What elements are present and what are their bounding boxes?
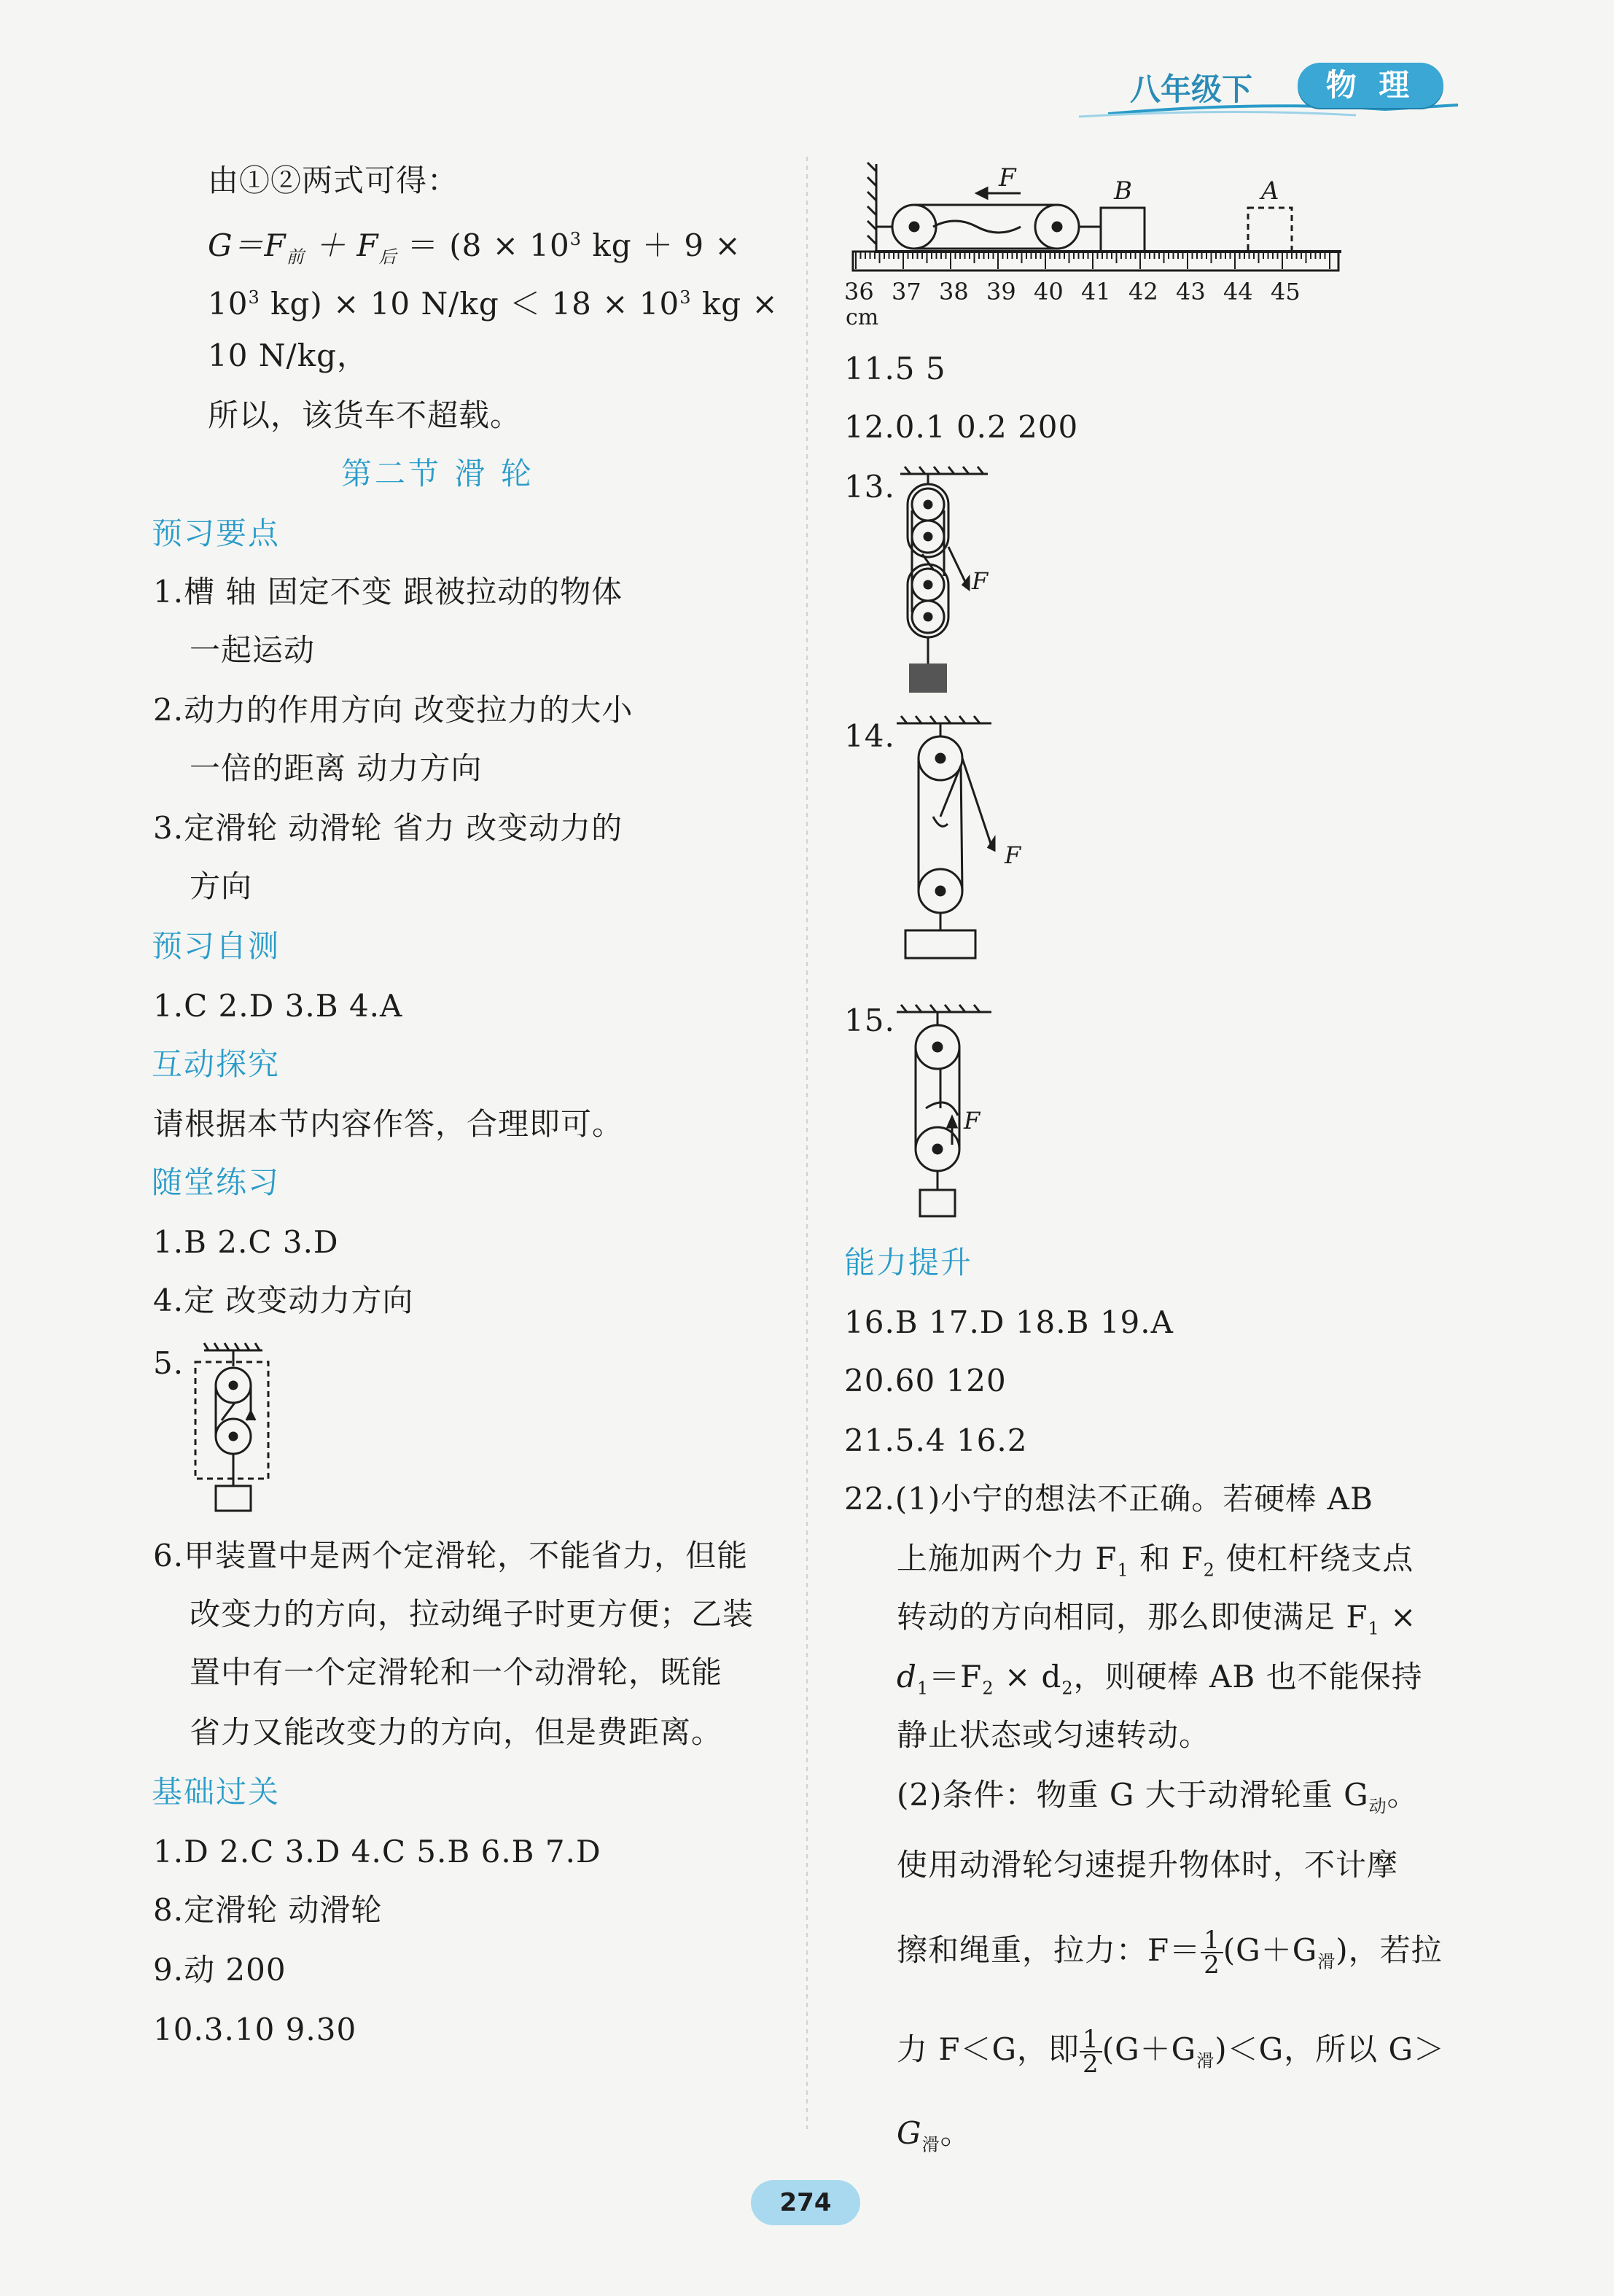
- practice-6a: 6.甲装置中是两个定滑轮，不能省力，但能: [153, 1538, 749, 1573]
- q14-pulley-figure: [897, 715, 1042, 962]
- practice-6b: 改变力的方向，拉动绳子时更方便；乙装: [190, 1596, 755, 1632]
- answer-22-line1: 22.(1)小宁的想法不正确。若硬棒 AB: [844, 1481, 1373, 1517]
- q15-pulley-figure: [897, 1006, 1013, 1225]
- ruler-label: 43: [1176, 278, 1206, 306]
- fig-label-A: A: [1261, 176, 1279, 206]
- q13-label-F: F: [972, 567, 989, 595]
- heading-practice: 随堂练习: [152, 1164, 281, 1200]
- left-cont-line5: 所以，该货车不超载。: [208, 397, 522, 433]
- answer-15-label: 15.: [844, 1003, 895, 1038]
- practice-1-3: 1.B 2.C 3.D: [153, 1224, 339, 1260]
- q5-pulley-figure: [190, 1347, 277, 1515]
- answer-20: 20.60 120: [844, 1363, 1007, 1398]
- left-cont-line4: 10 N/kg，: [208, 338, 369, 373]
- answer-22-line10: $G_滑$。: [897, 2115, 972, 2155]
- practice-4: 4.定 改变动力方向: [153, 1283, 414, 1318]
- answer-22-line5: 静止状态或匀速转动。: [897, 1717, 1211, 1753]
- preview-3a: 3.定滑轮 动滑轮 省力 改变动力的: [153, 810, 623, 846]
- answer-14-label: 14.: [844, 718, 895, 754]
- heading-basic: 基础过关: [152, 1774, 281, 1810]
- heading-explore: 互动探究: [152, 1046, 281, 1082]
- q13-weight: [909, 663, 947, 693]
- fraction-half-2: $\frac{1}{2}$: [1080, 2028, 1102, 2076]
- q15-label-F: F: [964, 1107, 981, 1135]
- column-divider: [806, 157, 808, 2129]
- answer-22-line8: 擦和绳重，拉力：F＝ $\frac{1}{2}$ $(G+G_滑)$，若拉: [897, 1926, 1443, 1980]
- answer-22-line6: (2)条件：物重 G 大于动滑轮重 $G_动$。: [897, 1777, 1419, 1817]
- heading-preview-points: 预习要点: [152, 515, 281, 551]
- preview-3b: 方向: [190, 868, 253, 904]
- page-number: 274: [779, 2188, 832, 2217]
- basic-10: 10.3.10 9.30: [153, 2012, 357, 2047]
- answer-22-line2: 上施加两个力 $F_1$ 和 $F_2$ 使杠杆绕支点: [897, 1541, 1414, 1581]
- ruler-label: 36: [844, 278, 874, 306]
- preview-1a: 1.槽 轴 固定不变 跟被拉动的物体: [153, 574, 623, 610]
- answer-22-line9: 力 F＜G，即 $\frac{1}{2}$ $(G+G_滑)<G$，所以 G＞: [897, 2025, 1446, 2079]
- ruler-label: 37: [892, 278, 921, 306]
- fraction-half: $\frac{1}{2}$: [1201, 1929, 1223, 1977]
- preview-1b: 一起运动: [190, 632, 316, 668]
- left-cont-line1: 由①②两式可得：: [208, 163, 459, 198]
- answer-22-line7: 使用动滑轮匀速提升物体时，不计摩: [897, 1847, 1399, 1883]
- answer-11: 11.5 5: [844, 351, 946, 386]
- answer-22-line4: $d_1=F_2 \times d_2$，则硬棒 AB 也不能保持: [897, 1659, 1423, 1699]
- left-cont-line3: $10^3$ kg) × 10 $N/kg < 18 \times 10^3$ kg ×: [208, 286, 779, 322]
- explore-answer: 请根据本节内容作答，合理即可。: [153, 1106, 624, 1142]
- left-cont-line2: $G=F_前 + F_后 = (8 \times 10^3$ kg ＋ 9 ×: [208, 227, 741, 268]
- subject-badge: [1298, 63, 1443, 108]
- q14-label-F: F: [1005, 841, 1021, 869]
- page-number-badge: [751, 2180, 860, 2225]
- ruler-label: 42: [1128, 278, 1158, 306]
- answer-12: 12.0.1 0.2 200: [844, 409, 1079, 445]
- basic-8: 8.定滑轮 动滑轮: [153, 1892, 383, 1928]
- basic-1-7: 1.D 2.C 3.D 4.C 5.B 6.B 7.D: [153, 1834, 601, 1869]
- practice-6d: 省力又能改变力的方向，但是费距离。: [190, 1714, 723, 1750]
- q13-pulley-figure: [893, 467, 1010, 707]
- basic-9: 9.动 200: [153, 1952, 286, 1988]
- self-test-answers: 1.C 2.D 3.B 4.A: [153, 988, 403, 1024]
- heading-self-test: 预习自测: [152, 928, 281, 964]
- ruler-label: 39: [986, 278, 1016, 306]
- ruler-label: 45: [1271, 278, 1301, 306]
- fig-label-B: B: [1114, 176, 1132, 206]
- preview-2b: 一倍的距离 动力方向: [190, 750, 483, 786]
- grade-label: 八年级下: [1130, 71, 1253, 107]
- ruler-label: 41: [1081, 278, 1111, 306]
- practice-5-label: 5.: [153, 1345, 184, 1381]
- answer-22-line3: 转动的方向相同，那么即使满足 $F_1$ ×: [897, 1599, 1417, 1639]
- practice-6c: 置中有一个定滑轮和一个动滑轮，既能: [190, 1654, 723, 1690]
- preview-2a: 2.动力的作用方向 改变拉力的大小: [153, 692, 633, 728]
- heading-ability: 能力提升: [844, 1245, 973, 1280]
- ruler-unit: cm: [846, 305, 879, 330]
- fig-label-F: F: [999, 163, 1016, 192]
- pulley-ruler-figure: [846, 157, 1356, 346]
- section-title: 第二节 滑 轮: [341, 456, 534, 491]
- ruler-label: 44: [1223, 278, 1253, 306]
- answer-13-label: 13.: [844, 469, 895, 505]
- subject-label: 物 理: [1325, 67, 1416, 103]
- answer-16-19: 16.B 17.D 18.B 19.A: [844, 1304, 1174, 1340]
- page-header: [1079, 57, 1473, 122]
- ruler-label: 38: [939, 278, 969, 306]
- ruler-label: 40: [1034, 278, 1064, 306]
- answer-21: 21.5.4 16.2: [844, 1423, 1028, 1458]
